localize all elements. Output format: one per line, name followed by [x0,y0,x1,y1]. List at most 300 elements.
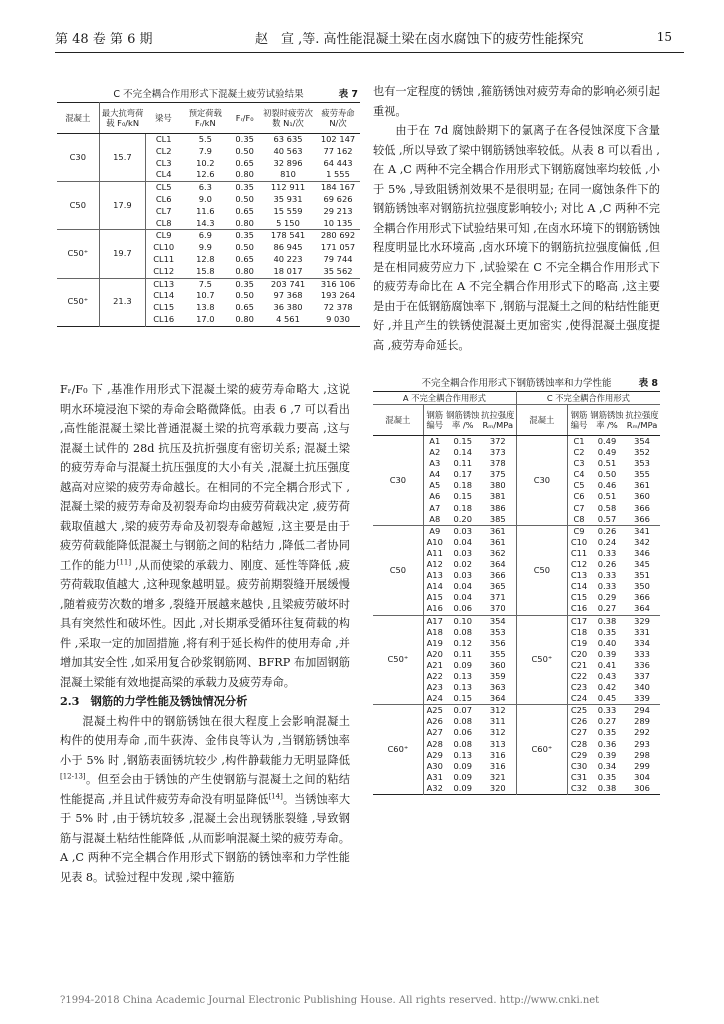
table-cell: A11 [423,548,446,559]
table-cell: 0.04 [453,592,472,603]
table-cell: C22 [568,671,591,682]
table-cell: A13 [423,570,446,581]
col-header: 最大抗弯荷载 F₀/kN [99,103,146,134]
table-cell: 294 [624,705,660,717]
table-cell: 354 [480,615,517,627]
table-cell: 4 561 [276,313,300,324]
table-cell: 0.38 [590,615,624,627]
table-cell: C21 [568,660,591,671]
table-cell: 810 [280,169,296,180]
table-cell: 0.65 [235,253,254,264]
table-cell: A2 [423,447,446,458]
table-cell: CL15 [146,302,182,314]
table-cell: A32 [423,783,446,795]
table-cell: 334 [634,637,650,648]
table-cell: 0.35 [235,134,254,144]
table-cell: 0.35 [597,626,617,637]
col-header: 混凝土 [516,405,567,436]
table-cell: 0.33 [590,705,624,717]
section-heading: 2.3 钢筋的力学性能及锈蚀情况分析 [60,694,248,708]
table-cell: 0.41 [597,659,617,670]
table-cell: CL2 [146,146,182,158]
table-cell: 355 [489,648,506,659]
table-cell: 289 [634,716,650,727]
table-cell: 366 [634,502,650,513]
table-cell: 364 [489,693,506,704]
table-cell: C13 [568,570,591,581]
paragraph: 也有一定程度的锈蚀 ,箍筋锈蚀对疲劳寿命的影响必须引起重视。 [373,85,660,118]
table-cell: C24 [568,693,591,705]
table-cell: 0.34 [597,760,617,771]
table-cell: 385 [489,513,506,524]
table-cell: 0.50 [235,145,254,156]
table-cell: 306 [634,782,650,793]
table-cell: CL16 [146,314,182,326]
table-cell: A12 [423,559,446,570]
table-cell: A29 [423,750,446,761]
table-cell: 0.17 [453,469,472,480]
table-cell: 346 [634,547,650,558]
table-cell: 0.13 [453,682,472,693]
table-cell: C5 [568,480,591,491]
table-cell: C8 [568,514,591,526]
table-cell: A23 [423,682,446,693]
table-cell: 0.04 [453,581,472,592]
table-cell: C4 [568,469,591,480]
table-cell: 364 [634,603,650,614]
table-cell: A9 [423,525,446,537]
max-load-cell: 17.9 [99,182,146,230]
header-rule [55,52,684,53]
table-cell: 353 [489,626,506,637]
concrete-cell: C50 [516,525,567,615]
table-cell: 372 [489,436,506,446]
table-cell: 7.5 [181,278,229,290]
table-cell: 375 [489,469,506,480]
table-cell: 97 368 [273,290,303,301]
table-cell: 0.18 [453,502,472,513]
table-cell: 0.80 [235,169,254,180]
table-cell: 342 [634,536,650,547]
table-cell: 0.65 [235,302,254,313]
table-cell: C17 [568,615,591,627]
table-cell: 0.11 [453,458,472,469]
table-cell: 0.50 [597,469,617,480]
table-cell: C25 [568,705,591,717]
table-cell: 0.39 [597,749,617,760]
table-cell: 0.26 [597,559,617,570]
table-cell: 32 896 [273,157,303,168]
col-header: 疲劳寿命 N/次 [316,103,360,134]
table-cell: 203 741 [260,278,316,290]
table-cell: 365 [489,581,506,592]
table-cell: 353 [634,458,650,469]
col-header: 梁号 [146,103,182,134]
table-8-grid [373,391,660,795]
table-cell: 12.8 [196,253,215,264]
table-cell: C30 [568,761,591,772]
table-cell: A1 [423,436,446,448]
citation: [14] [268,791,283,800]
table-cell: 0.49 [597,436,617,446]
concrete-cell: C30 [69,151,86,162]
running-header [55,28,684,54]
table-cell: 0.46 [597,480,617,491]
table-cell: C12 [568,559,591,570]
page-number: 15 [656,30,672,44]
table-cell: 0.08 [453,716,472,727]
table-cell: 36 380 [273,302,303,313]
table-cell: CL1 [146,134,182,146]
table-cell: 9.0 [198,193,212,204]
table-cell: A28 [423,739,446,750]
table-cell: 40 563 [273,145,303,156]
table-cell: C18 [568,627,591,638]
table-cell: CL10 [146,242,182,254]
max-load-cell: 15.7 [99,134,146,182]
table-cell: 312 [480,705,517,717]
table-cell: 316 [489,760,506,771]
table-cell: A10 [423,537,446,548]
table-cell: 10.7 [196,290,215,301]
max-load-cell: 21.3 [99,278,146,326]
group-header-c: C 不完全耦合作用形式 [516,392,660,405]
table-row [57,278,360,290]
table-cell: A22 [423,671,446,682]
table-cell: 381 [489,491,506,502]
table-cell: 0.35 [229,182,260,194]
table-cell: 360 [634,491,650,502]
concrete-cell: C30 [389,474,407,485]
table-cell: C10 [568,537,591,548]
table-cell: 0.51 [597,491,617,502]
table-cell: 354 [634,436,650,446]
table-cell: 14.3 [196,217,215,228]
table-cell: 5.5 [198,134,212,144]
table-cell: 72 378 [323,302,353,313]
table-cell: A27 [423,727,446,738]
table-cell: 0.15 [453,436,472,446]
table-cell: 316 [489,749,506,760]
concrete-cell: C60⁺ [516,705,567,795]
concrete-cell: C60⁺ [373,705,423,795]
table-cell: 0.35 [229,230,260,242]
table-cell: C14 [568,581,591,592]
table-cell: 0.58 [597,502,617,513]
table-cell: 0.15 [453,491,472,502]
table-cell: 0.26 [590,525,624,537]
right-column [373,82,660,355]
table-cell: 0.11 [453,648,472,659]
table-cell: 9.9 [198,242,212,253]
table-cell: 0.07 [446,705,480,717]
concrete-cell: C50 [57,182,99,230]
table-cell: 366 [634,513,650,524]
table-cell: 6.3 [181,182,229,194]
table-cell: 0.65 [235,157,254,168]
table-cell: 371 [489,592,506,603]
table-cell: A26 [423,716,446,727]
table-cell: CL7 [146,206,182,218]
table-cell: 40 223 [273,253,303,264]
table-cell: 102 147 [320,134,356,144]
table-cell: 380 [489,480,506,491]
citation: [11] [116,557,132,566]
table-cell: 361 [480,525,517,537]
table-cell: 171 057 [320,242,356,253]
table-row [57,134,360,146]
col-header: 钢筋编号 [568,405,591,436]
table-cell: 15.8 [196,265,215,276]
table-cell: 361 [634,480,650,491]
table-row [57,182,360,194]
concrete-cell: C50⁺ [516,615,567,705]
col-header: 预定荷载 Fᵣ/kN [181,103,229,134]
table-cell: 0.12 [453,637,472,648]
col-header: 抗拉强度 Rₘ/MPa [480,405,517,436]
table-cell: 29 213 [323,205,353,216]
col-header: 混凝土 [373,405,423,436]
table-cell: CL11 [146,254,182,266]
table-cell: 0.65 [235,205,254,216]
table-cell: 0.27 [597,716,617,727]
table-cell: C16 [568,603,591,615]
table-cell: 0.40 [597,637,617,648]
table-cell: 0.09 [453,659,472,670]
table-cell: CL8 [146,218,182,230]
table-cell: 0.35 [597,727,617,738]
table-cell: 0.04 [453,536,472,547]
table-cell: 0.50 [235,193,254,204]
table-cell: 0.02 [453,559,472,570]
table-cell: 336 [634,659,650,670]
table-cell: 0.29 [597,592,617,603]
table-cell: A6 [423,491,446,502]
table-cell: A21 [423,660,446,671]
table-7-caption: C 不完全耦合作用形式下混凝土疲劳试验结果 表 7 [113,89,358,100]
table-cell: 0.50 [235,242,254,253]
table-cell: 321 [489,771,506,782]
table-cell: 320 [489,782,506,793]
table-cell: 329 [624,615,660,627]
table-cell: C23 [568,682,591,693]
table-cell: 184 167 [316,182,360,194]
table-cell: 63 635 [273,134,303,144]
table-cell: 35 931 [273,193,303,204]
table-cell: 0.03 [453,570,472,581]
table-cell: A30 [423,761,446,772]
concrete-cell: C50⁺ [57,230,99,278]
table-7-grid [57,102,360,327]
table-cell: 0.09 [453,782,472,793]
table-cell: 112 911 [260,182,316,194]
table-cell: 0.51 [597,458,617,469]
table-cell: 0.45 [597,693,617,704]
table-cell: A4 [423,469,446,480]
table-row [373,615,660,627]
table-cell: CL12 [146,266,182,278]
table-cell: 1 555 [326,169,350,180]
table-cell: 0.80 [235,265,254,276]
table-cell: 10 135 [323,217,353,228]
table-cell: 17.0 [196,313,215,324]
table-cell: 0.35 [229,278,260,290]
table-cell: 0.08 [453,626,472,637]
table-cell: 0.57 [597,513,617,524]
table-cell: 86 945 [273,242,303,253]
table-cell: 373 [489,447,506,458]
table-cell: A7 [423,503,446,514]
table-cell: 35 562 [323,265,353,276]
col-header: 抗拉强度 Rₘ/MPa [624,405,660,436]
table-cell: 0.15 [453,693,472,704]
table-cell: 333 [634,648,650,659]
col-header: 初裂时疲劳次数 N₁/次 [260,103,316,134]
table-cell: C7 [568,503,591,514]
col-header: Fᵣ/F₀ [229,103,260,134]
table-cell: 292 [634,727,650,738]
table-row [373,436,660,448]
table-cell: A25 [423,705,446,717]
table-cell: 12.6 [196,169,215,180]
table-cell: 351 [634,570,650,581]
table-cell: A3 [423,458,446,469]
table-cell: 69 626 [323,193,353,204]
table-cell: 0.80 [235,313,254,324]
table-cell: 0.27 [597,603,617,614]
table-cell: C19 [568,638,591,649]
col-header: 混凝土 [57,103,99,134]
table-cell: 337 [634,670,650,681]
paragraph: 混凝土构件中的钢筋锈蚀在很大程度上会影响混凝土构件的使用寿命 ,而牛荻涛、金伟良等认为 ,当钢筋锈蚀率小于 5% 时 ,钢筋表面锈坑较少 ,构件静载能力无明显降低[12-13]。但至会由于锈蚀的产生使钢筋与混凝土之间的粘结性能提高 ,并且试件疲劳寿命没有明显降低[14]。当锈蚀率大于 5% 时 ,由于锈坑较多 ,混凝土会出现锈胀裂缝 ,导致钢筋与混凝土粘结性能降低 ,从而影响混凝土梁的疲劳寿命。A ,C 两种不完全耦合作用形式下钢筋的锈蚀率和力学性能见表 8。试验过程中发现 ,梁中箍筋 [60,714,351,884]
table-cell: 363 [489,682,506,693]
table-cell: 11.6 [196,205,215,216]
table-cell: 7.9 [198,145,212,156]
table-cell: 0.06 [453,603,472,614]
left-column [60,380,350,887]
table-cell: 0.20 [453,513,472,524]
paragraph: Fᵣ/F₀ 下 ,基准作用形式下混凝土梁的疲劳寿命略大 ,这说明水环境浸泡下梁的寿命会略微降低。由表 6 ,7 可以看出 ,高性能混凝土梁比普通混凝土梁的抗弯承载力要高 ,这与混凝土试件的 28d 抗压及抗折强度有密切关系; 混凝土梁的疲劳寿命与混凝土抗压强度的大小有关 ,混凝土抗压强度越高对应梁的疲劳寿命越长。在相同的不完全耦合形式下 ,混凝土梁的疲劳寿命及初裂寿命均由疲劳荷载决定 ,疲劳荷载取值越大 ,梁的疲劳寿命及初裂寿命越短 ,这主要是由于疲劳荷载能降低混凝土与钢筋之间的粘结力 ,降低二者协同工作的能力[11] ,从而使梁的承载力、刚度、延性等降低 ,疲劳荷载取值越大 ,这种现象越明显。疲劳前期裂缝开展缓慢 ,随着疲劳次数的增多 ,裂缝开展越来越快 ,且梁疲劳破坏时具有突然性和破坏性。因此 ,对长期承受循环往复荷载的构件 ,采取一定的加固措施 ,将有利于延长构件的使用寿命 ,并增加其安全性 ,如采用复合砂浆钢筋网、BFRP 布加固钢筋混凝土梁能有效地提高梁的承载力及疲劳寿命。 [60,383,350,689]
table-cell: A24 [423,693,446,705]
table-cell: C26 [568,716,591,727]
table-cell: A19 [423,638,446,649]
concrete-cell: C30 [516,436,567,526]
table-cell: A15 [423,592,446,603]
table-cell: CL13 [146,278,182,290]
concrete-cell: C50 [373,525,423,615]
table-cell: 0.09 [453,760,472,771]
table-cell: 0.33 [597,581,617,592]
table-cell: 386 [489,502,506,513]
table-cell: 0.43 [597,670,617,681]
col-header: 钢筋锈蚀率 /% [446,405,480,436]
table-cell: 0.10 [446,615,480,627]
table-cell: 312 [489,727,506,738]
table-8 [373,375,660,795]
table-cell: C20 [568,649,591,660]
table-cell: 304 [634,771,650,782]
table-cell: 79 744 [323,253,353,264]
table-cell: 0.33 [597,547,617,558]
table-cell: 293 [634,738,650,749]
max-load-cell: 19.7 [99,230,146,278]
table-cell: CL6 [146,194,182,206]
table-cell: 339 [634,693,650,704]
group-header-a: A 不完全耦合作用形式 [373,392,516,405]
table-cell: A17 [423,615,446,627]
table-row [373,705,660,717]
concrete-cell: C50⁺ [57,278,99,326]
table-cell: 6.9 [181,230,229,242]
table-cell: 0.24 [597,536,617,547]
table-cell: 0.33 [597,570,617,581]
table-cell: 0.50 [235,290,254,301]
table-cell: 0.18 [453,480,472,491]
table-cell: C29 [568,750,591,761]
table-cell: A14 [423,581,446,592]
table-cell: 340 [634,682,650,693]
citation: [12-13] [60,772,86,781]
table-cell: 352 [634,447,650,458]
table-8-caption: 不完全耦合作用形式下钢筋锈蚀率和力学性能 表 8 [421,378,658,389]
table-cell: C28 [568,739,591,750]
table-cell: 0.14 [453,447,472,458]
table-cell: A5 [423,480,446,491]
table-cell: C9 [568,525,591,537]
table-cell: 311 [489,716,506,727]
table-cell: 299 [634,760,650,771]
table-cell: 331 [634,626,650,637]
table-cell: A20 [423,649,446,660]
table-cell: C32 [568,783,591,795]
table-cell: 378 [489,458,506,469]
table-cell: C2 [568,447,591,458]
table-cell: 193 264 [320,290,356,301]
table-cell: C6 [568,491,591,502]
table-cell: 356 [489,637,506,648]
table-cell: CL14 [146,290,182,302]
table-cell: 298 [634,749,650,760]
table-cell: C1 [568,436,591,448]
table-cell: 0.39 [597,648,617,659]
table-cell: C3 [568,458,591,469]
table-cell: 0.03 [453,547,472,558]
table-cell: 362 [489,547,506,558]
table-cell: 18 017 [273,265,303,276]
table-cell: 5 150 [276,217,300,228]
table-cell: 0.35 [597,771,617,782]
table-cell: 366 [489,570,506,581]
table-cell: 0.80 [235,217,254,228]
table-cell: 0.06 [453,727,472,738]
table-cell: 316 106 [316,278,360,290]
paragraph: 由于在 7d 腐蚀龄期下的氯离子在各侵蚀深度下含量较低 ,所以导致了梁中钢筋锈蚀率较低。从表 8 可以看出 ,在 A ,C 两种不完全耦合作用形式下钢筋腐蚀率均较低 ,小于 5% ,导致阻锈剂效果不是很明显; 在同一腐蚀条件下的钢筋锈蚀率对钢筋抗拉强度影响较小; 对比 A ,C 两种不完全耦合作用形式下试验结果可知 ,在卤水环境下的钢筋锈蚀程度明显比水环境高 ,卤水环境下的钢筋抗拉强度偏低 ,但是在相同疲劳应力下 ,试验梁在 C 不完全耦合作用形式下的疲劳寿命比在 A 不完全耦合作用形式下的略高 ,这主要是由于在低钢筋腐蚀率下 ,钢筋与混凝土之间的粘结性能更好 ,并且产生的铁锈使混凝土更加密实 ,使得混凝土强度提高 ,疲劳寿命延长。 [373,124,660,352]
table-cell: 0.08 [453,738,472,749]
table-cell: 0.49 [597,447,617,458]
table-cell: 313 [489,738,506,749]
table-cell: 350 [634,581,650,592]
table-cell: 0.09 [453,771,472,782]
copyright-footer: ?1994-2018 China Academic Journal Electronic Publishing House. All rights reserved. http://www.cnki.net [60,995,600,1006]
table-cell: C15 [568,592,591,603]
table-7 [57,86,360,327]
table-cell: 359 [489,670,506,681]
table-cell: 364 [489,559,506,570]
table-cell: 345 [634,559,650,570]
col-header: 钢筋编号 [423,405,446,436]
article-title: 赵 宣 ,等. 高性能混凝土梁在卤水腐蚀下的疲劳性能探究 [255,32,584,47]
table-cell: A18 [423,627,446,638]
